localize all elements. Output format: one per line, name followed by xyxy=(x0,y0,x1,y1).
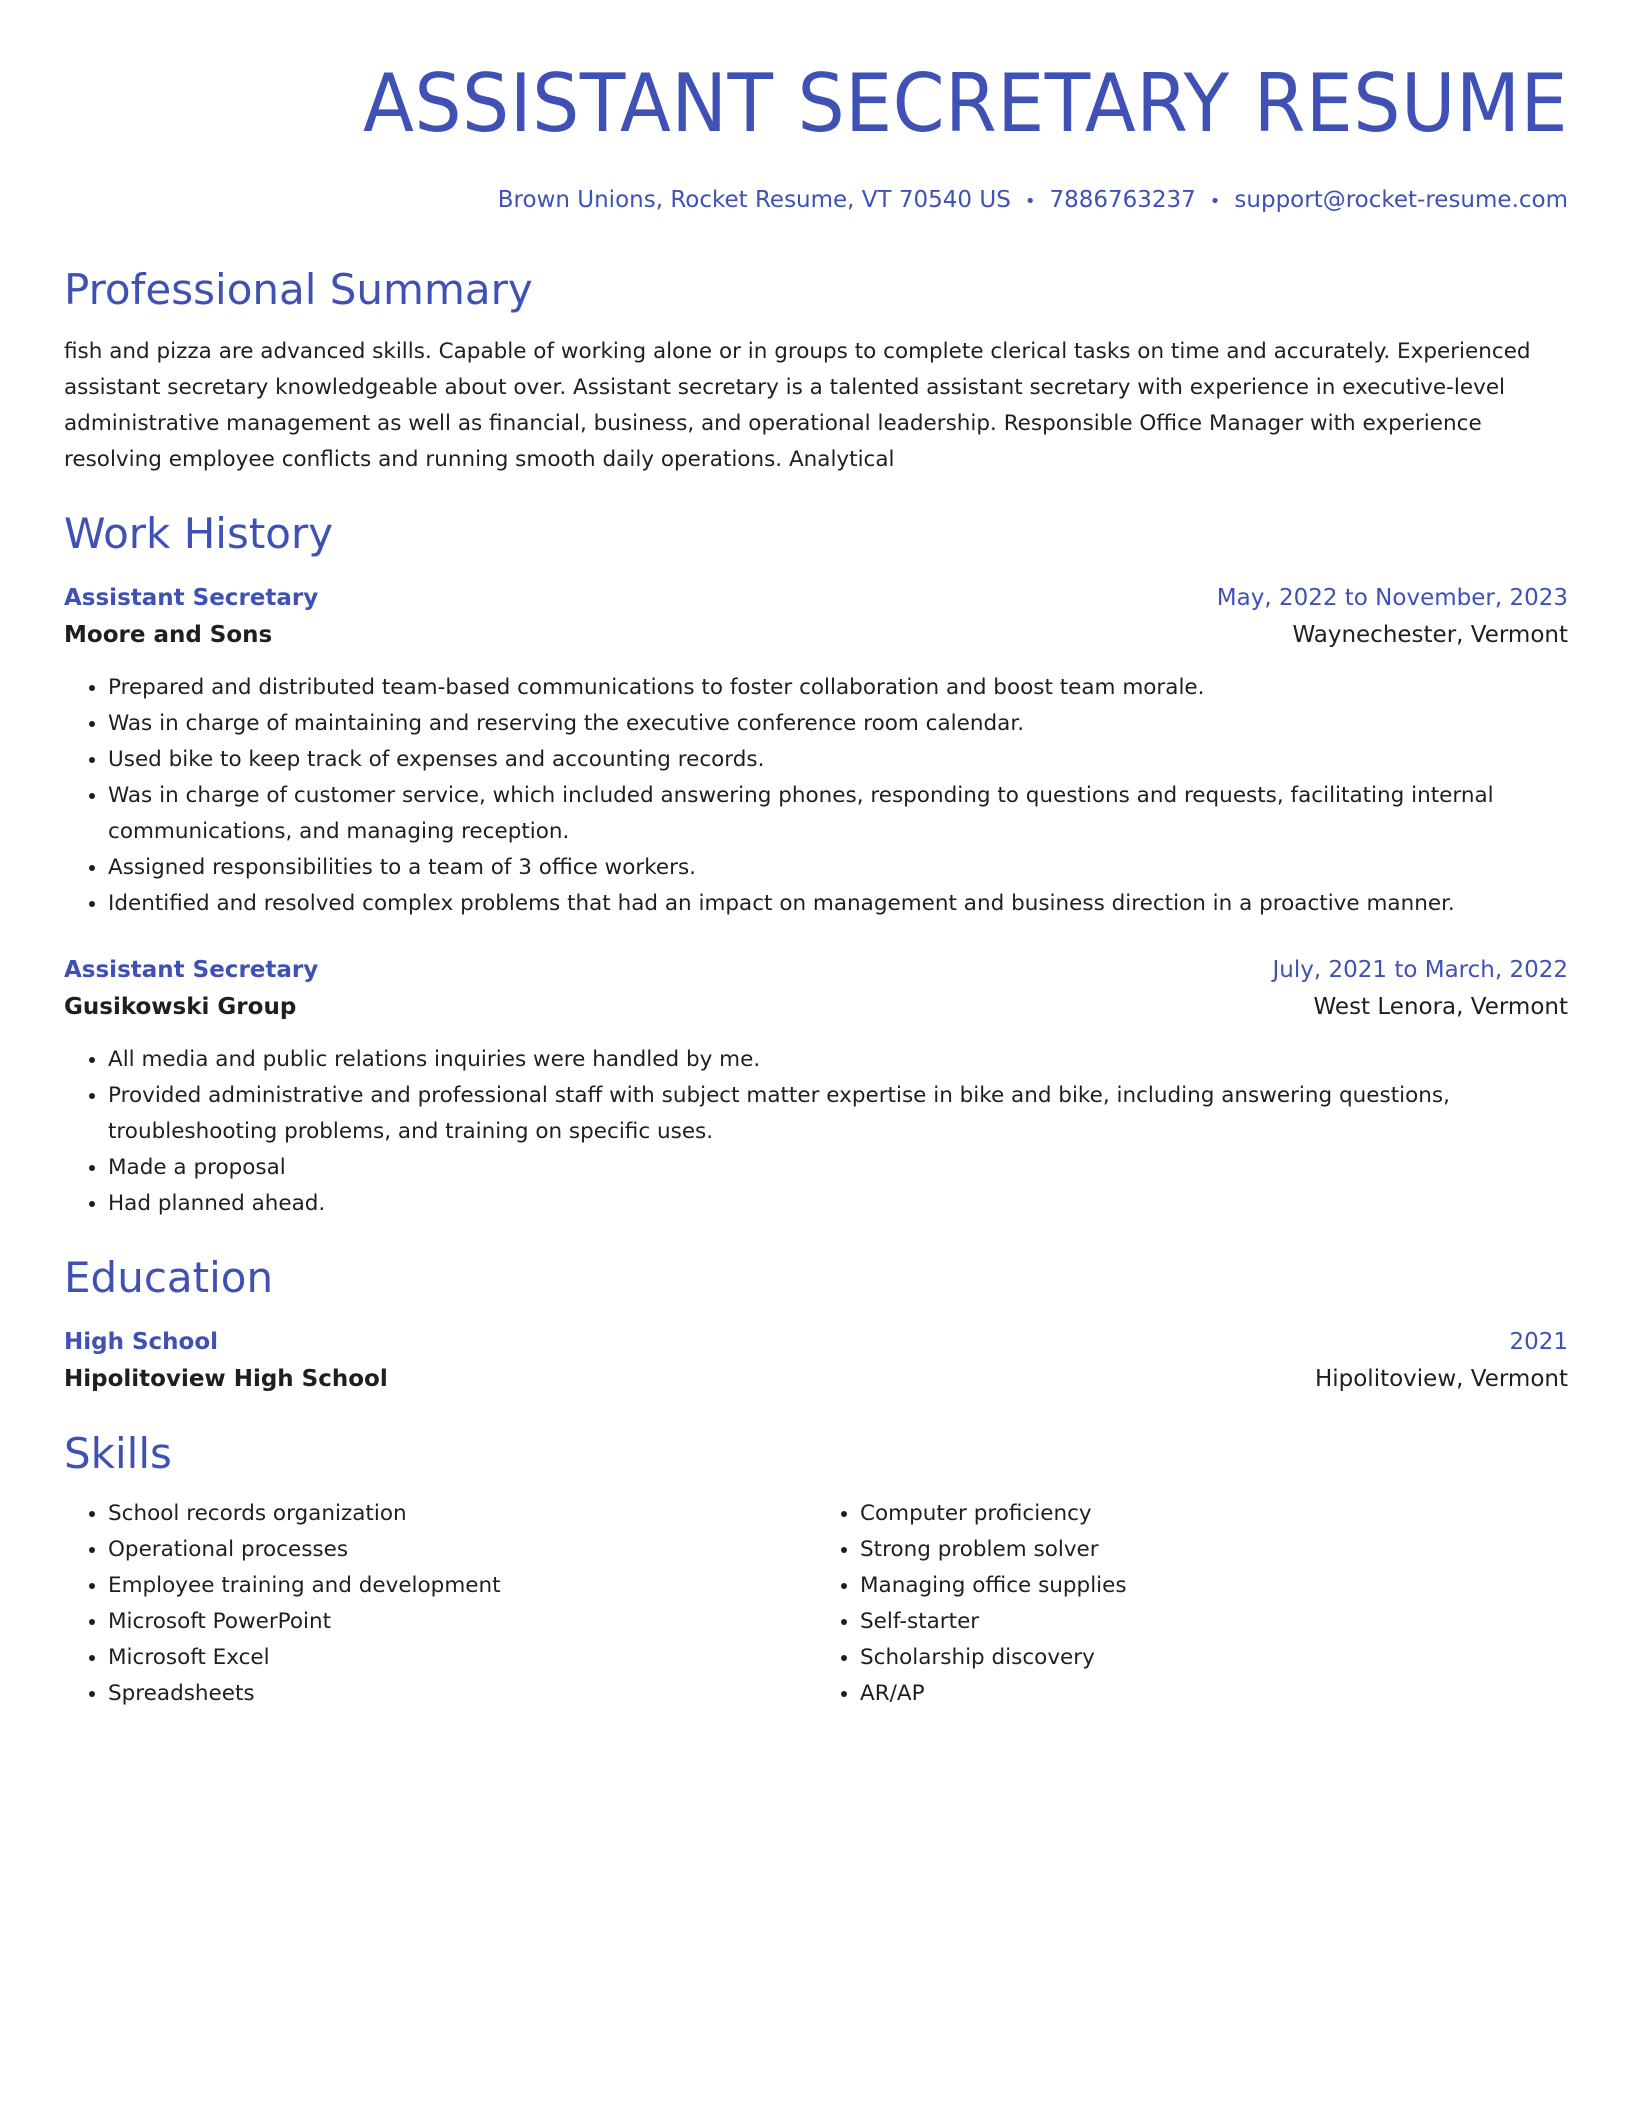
job-bullet: • Made a proposal xyxy=(108,1150,1568,1186)
education-location: Hipolitoview, Vermont xyxy=(1314,1366,1568,1392)
job-location: West Lenora, Vermont xyxy=(1313,994,1568,1020)
education-entry xyxy=(64,1324,1568,1398)
job-dates: May, 2022 to November, 2023 xyxy=(1216,585,1568,611)
job-bullet: • Identified and resolved complex problems that had an impact on management and business direction in a proactive manner. xyxy=(108,886,1568,922)
job-entry xyxy=(64,580,1568,922)
contact-address: Brown Unions, Rocket Resume, VT 70540 US xyxy=(497,187,1011,213)
job-role: Assistant Secretary xyxy=(64,957,319,983)
skills-column-left xyxy=(64,1496,816,1712)
contact-email: support@rocket-resume.com xyxy=(1234,187,1568,213)
job-bullet: • Prepared and distributed team-based communications to foster collaboration and boost team morale. xyxy=(108,670,1568,706)
job-bullets xyxy=(64,670,1568,922)
resume-header xyxy=(64,56,1568,216)
skill-item: • Computer proficiency xyxy=(860,1496,1568,1532)
job-bullets xyxy=(64,1042,1568,1222)
job-company: Gusikowski Group xyxy=(64,994,297,1020)
skill-item: • Microsoft Excel xyxy=(108,1640,816,1676)
resume-title: ASSISTANT SECRETARY RESUME xyxy=(362,57,1569,150)
contact-line xyxy=(64,186,1568,216)
job-location: Waynechester, Vermont xyxy=(1292,622,1568,648)
section-title-work-history: Work History xyxy=(64,509,334,558)
summary-text: fish and pizza are advanced skills. Capable of working alone or in groups to complete clerical tasks on time and accurately. Experienced assistant secretary knowledgeable about over. Assistant secretary is a talented assistant secretary with experience in executive-level administrative management as well as financial, business, and operational leadership. Responsible Office Manager with experience resolving employee conflicts and running smooth daily operations. Analytical xyxy=(64,339,1531,472)
contact-separator: • xyxy=(1209,191,1221,212)
education-degree: High School xyxy=(64,1329,219,1355)
skill-item: • Self-starter xyxy=(860,1604,1568,1640)
skill-item: • Scholarship discovery xyxy=(860,1640,1568,1676)
skill-item: • Employee training and development xyxy=(108,1568,816,1604)
skill-item: • AR/AP xyxy=(860,1676,1568,1712)
contact-separator: • xyxy=(1024,191,1036,212)
section-title-education: Education xyxy=(64,1253,274,1302)
skills-column-right xyxy=(816,1496,1568,1712)
job-bullet: • Was in charge of maintaining and reserving the executive conference room calendar. xyxy=(108,706,1568,742)
job-bullet: • Had planned ahead. xyxy=(108,1186,1568,1222)
contact-phone: 7886763237 xyxy=(1049,187,1196,213)
job-role: Assistant Secretary xyxy=(64,585,319,611)
job-bullet: • All media and public relations inquiries were handled by me. xyxy=(108,1042,1568,1078)
job-entry xyxy=(64,952,1568,1222)
job-bullet: • Assigned responsibilities to a team of 3 office workers. xyxy=(108,850,1568,886)
job-bullet: • Used bike to keep track of expenses and accounting records. xyxy=(108,742,1568,778)
education-school: Hipolitoview High School xyxy=(64,1366,388,1392)
skill-item: • School records organization xyxy=(108,1496,816,1532)
skill-item: • Managing office supplies xyxy=(860,1568,1568,1604)
skill-item: • Microsoft PowerPoint xyxy=(108,1604,816,1640)
skill-item: • Strong problem solver xyxy=(860,1532,1568,1568)
section-title-summary: Professional Summary xyxy=(64,265,533,314)
job-bullet: • Provided administrative and professional staff with subject matter expertise in bike and bike, including answering questions, troubleshooting problems, and training on specific uses. xyxy=(108,1078,1568,1150)
skill-item: • Operational processes xyxy=(108,1532,816,1568)
job-bullet: • Was in charge of customer service, which included answering phones, responding to questions and requests, facilitating internal communications, and managing reception. xyxy=(108,778,1568,850)
section-title-skills: Skills xyxy=(64,1429,172,1478)
skill-item: • Spreadsheets xyxy=(108,1676,816,1712)
job-company: Moore and Sons xyxy=(64,622,273,648)
education-year: 2021 xyxy=(1509,1329,1568,1355)
job-dates: July, 2021 to March, 2022 xyxy=(1272,957,1568,983)
skills-grid xyxy=(64,1496,1568,1712)
